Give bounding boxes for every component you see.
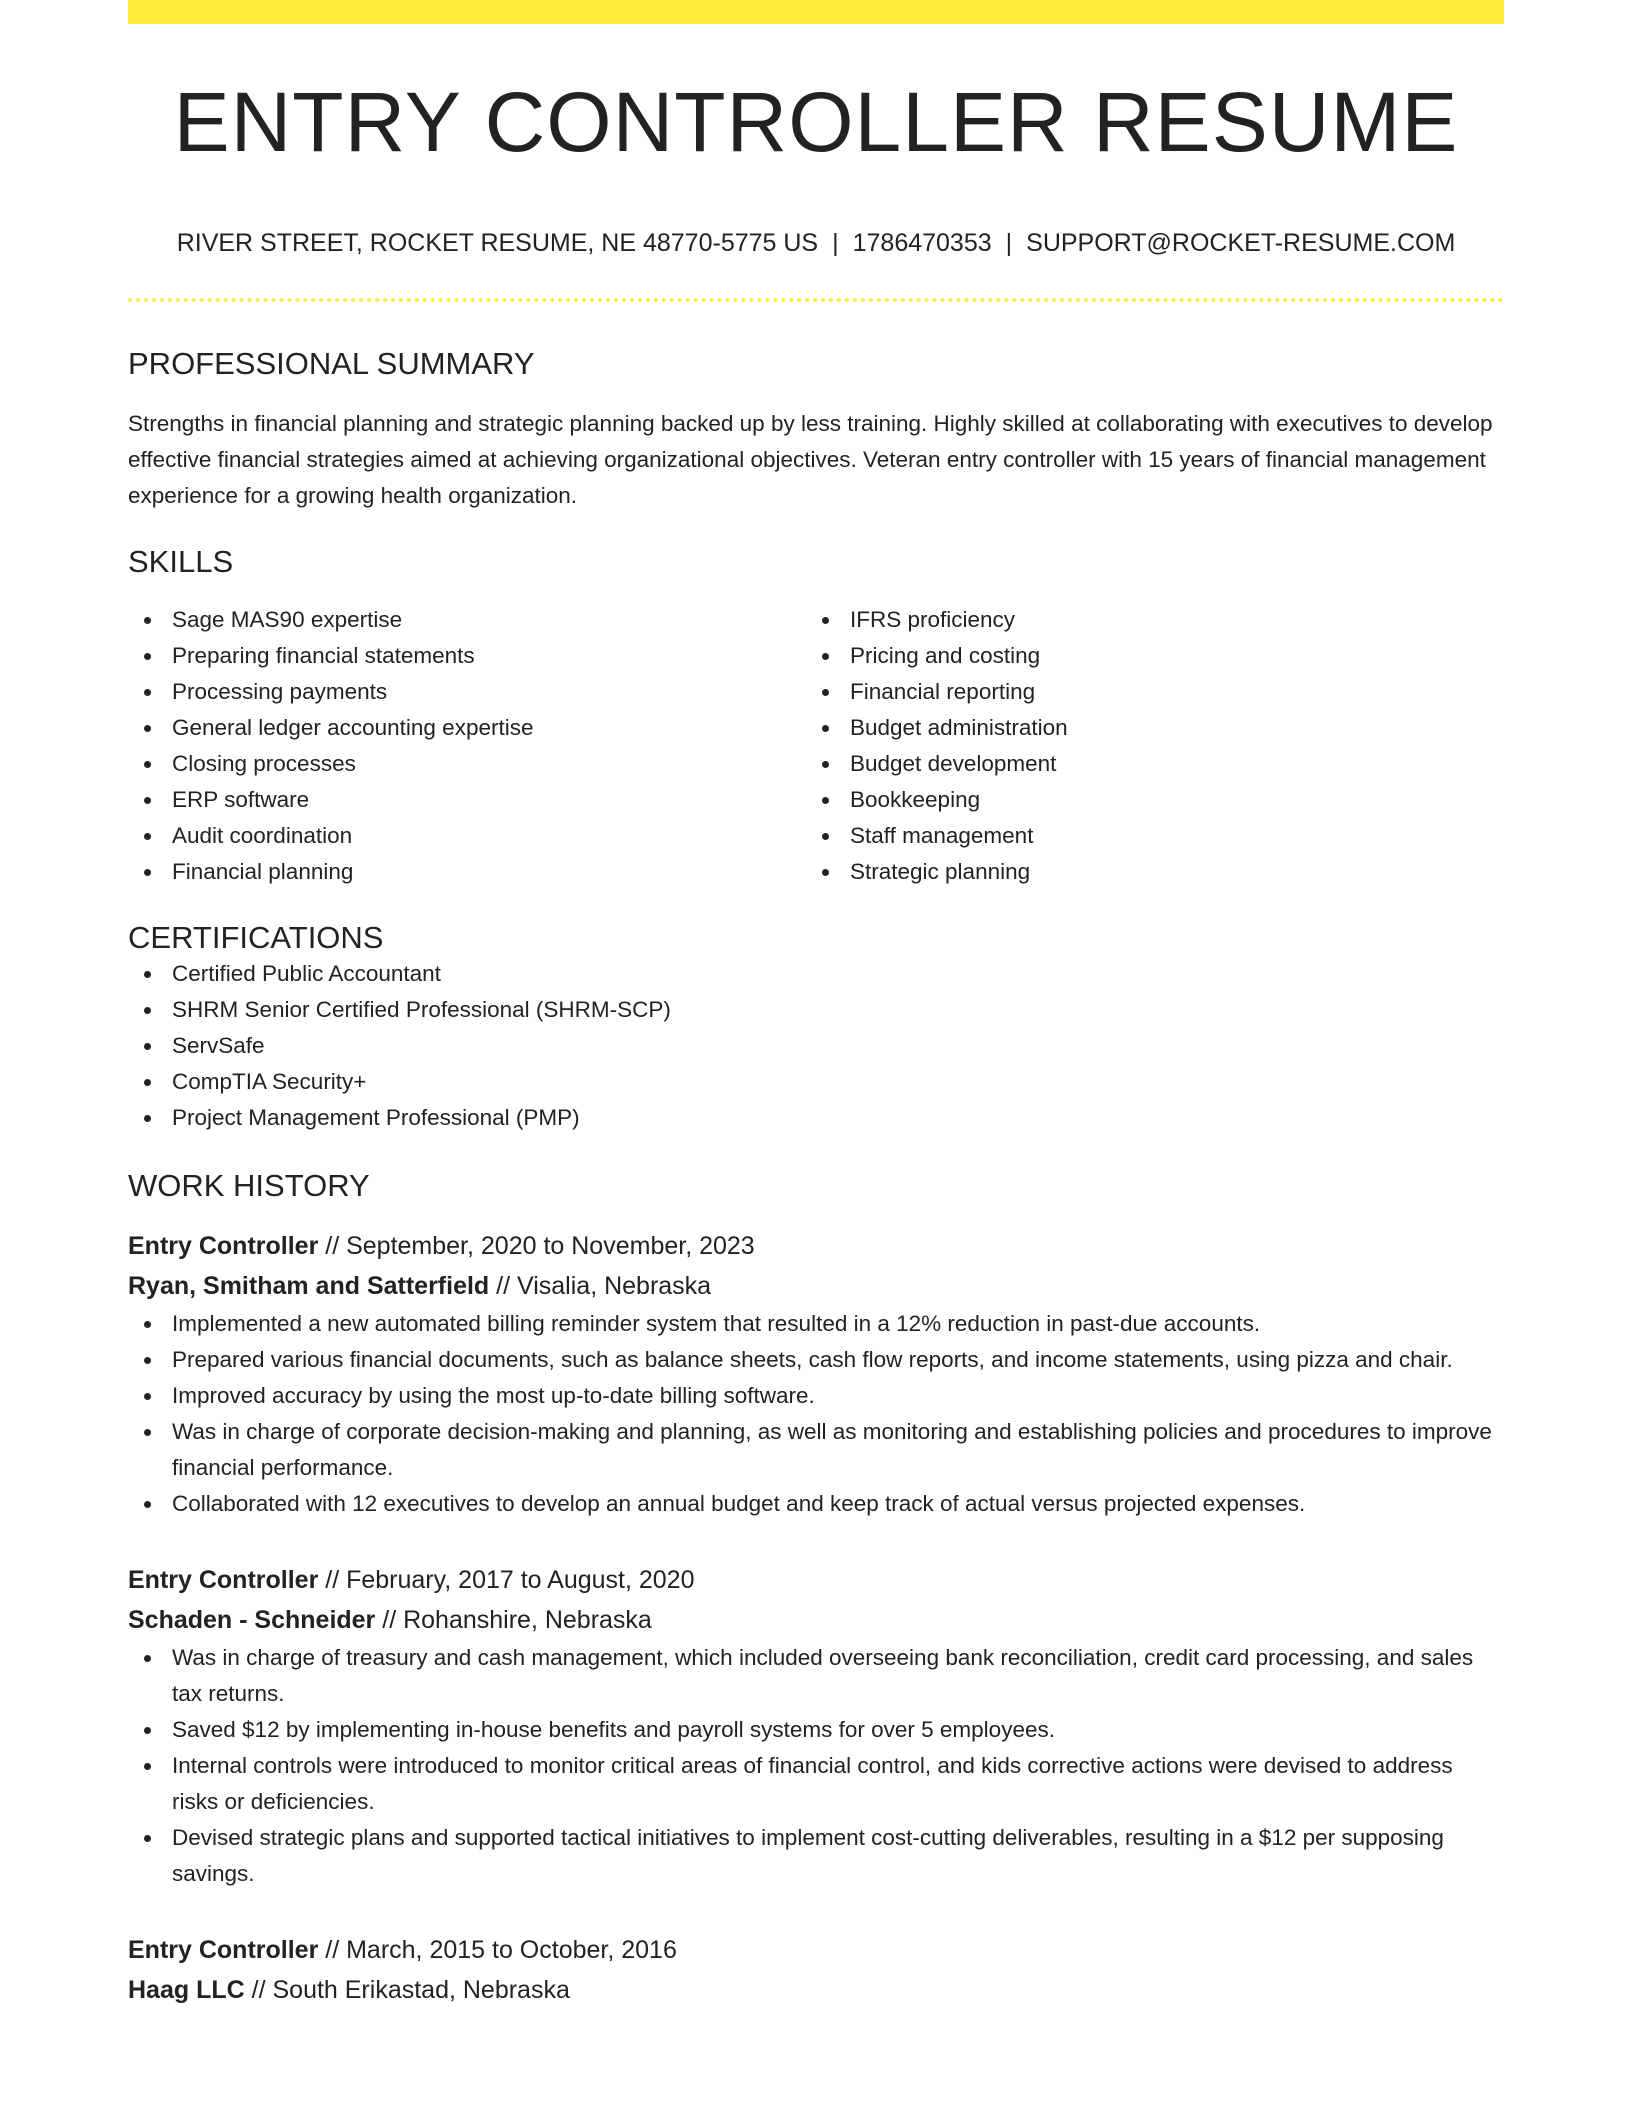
field-delimiter: // [318, 1566, 347, 1594]
contact-separator: | [832, 229, 839, 257]
job-title: Entry Controller [128, 1936, 319, 1964]
job-company-line [128, 1600, 1504, 1640]
certifications-heading: CERTIFICATIONS [128, 920, 384, 955]
skill-item: Financial reporting [806, 674, 1484, 710]
job-bullet: Collaborated with 12 executives to develop an annual budget and keep track of actual versus projected expenses. [128, 1486, 1504, 1522]
skills-column-right [806, 602, 1484, 890]
job-bullet: Devised strategic plans and supported tactical initiatives to implement cost-cutting deliverables, resulting in a $12 per supposing savings. [128, 1820, 1504, 1892]
job-entry [128, 1930, 1504, 2010]
job-bullet: Internal controls were introduced to monitor critical areas of financial control, and kids corrective actions were devised to address risks or deficiencies. [128, 1748, 1504, 1820]
top-accent-bar [128, 0, 1504, 24]
job-bullet-list [128, 1306, 1504, 1522]
job-bullet: Improved accuracy by using the most up-to-date billing software. [128, 1378, 1504, 1414]
certification-item: SHRM Senior Certified Professional (SHRM-SCP) [128, 992, 1504, 1028]
job-bullet: Prepared various financial documents, such as balance sheets, cash flow reports, and income statements, using pizza and chair. [128, 1342, 1504, 1378]
job-location: South Erikastad, Nebraska [272, 1976, 570, 2004]
job-dates: March, 2015 to October, 2016 [346, 1936, 677, 1964]
job-company: Haag LLC [128, 1976, 245, 2004]
job-title-line [128, 1226, 1504, 1266]
job-entry [128, 1226, 1504, 1522]
summary-text: Strengths in financial planning and strategic planning backed up by less training. Highly skilled at collaborating with executives to develop effective financial strategies aimed at achieving organizational objectives. Veteran entry controller with 15 years of financial management experience for a growing health organization. [128, 411, 1493, 508]
summary-heading: PROFESSIONAL SUMMARY [128, 346, 535, 381]
skill-item: General ledger accounting expertise [128, 710, 806, 746]
certification-item: Project Management Professional (PMP) [128, 1100, 1504, 1136]
resume-page [128, 0, 1504, 2010]
field-delimiter: // [318, 1232, 347, 1260]
certifications-list [128, 956, 1504, 1136]
job-bullet: Was in charge of corporate decision-making and planning, as well as monitoring and establishing policies and procedures to improve financial performance. [128, 1414, 1504, 1486]
skill-item: Sage MAS90 expertise [128, 602, 806, 638]
skill-item: Strategic planning [806, 854, 1484, 890]
contact-address: RIVER STREET, ROCKET RESUME, NE 48770-5775 US [176, 229, 819, 257]
job-dates: September, 2020 to November, 2023 [346, 1232, 755, 1260]
certification-item: CompTIA Security+ [128, 1064, 1504, 1100]
job-entry [128, 1560, 1504, 1892]
skills-grid [128, 602, 1504, 890]
job-dates: February, 2017 to August, 2020 [346, 1566, 695, 1594]
job-bullet: Implemented a new automated billing reminder system that resulted in a 12% reduction in past-due accounts. [128, 1306, 1504, 1342]
skills-list-left [128, 602, 806, 890]
job-company-line [128, 1266, 1504, 1306]
skill-item: Budget administration [806, 710, 1484, 746]
field-delimiter: // [489, 1272, 517, 1300]
job-title: Entry Controller [128, 1566, 319, 1594]
job-title-line [128, 1930, 1504, 1970]
job-location: Visalia, Nebraska [517, 1272, 712, 1300]
job-location: Rohanshire, Nebraska [403, 1606, 652, 1634]
job-title-line [128, 1560, 1504, 1600]
contact-phone: 1786470353 [852, 229, 992, 257]
skill-item: Pricing and costing [806, 638, 1484, 674]
certification-item: ServSafe [128, 1028, 1504, 1064]
job-bullet: Was in charge of treasury and cash management, which included overseeing bank reconciliation, credit card processing, and sales tax returns. [128, 1640, 1504, 1712]
skill-item: Processing payments [128, 674, 806, 710]
field-delimiter: // [244, 1976, 273, 2004]
skills-heading: SKILLS [128, 544, 234, 579]
field-delimiter: // [318, 1936, 347, 1964]
skill-item: Bookkeeping [806, 782, 1484, 818]
skill-item: Audit coordination [128, 818, 806, 854]
job-title: Entry Controller [128, 1232, 319, 1260]
field-delimiter: // [375, 1606, 404, 1634]
job-company: Ryan, Smitham and Satterfield [128, 1272, 490, 1300]
skill-item: Budget development [806, 746, 1484, 782]
dotted-divider [128, 298, 1504, 302]
skill-item: IFRS proficiency [806, 602, 1484, 638]
job-company: Schaden - Schneider [128, 1606, 376, 1634]
skill-item: Closing processes [128, 746, 806, 782]
skills-list-right [806, 602, 1484, 890]
work-history-heading: WORK HISTORY [128, 1168, 370, 1203]
contact-separator: | [1005, 229, 1013, 257]
contact-email: SUPPORT@ROCKET-RESUME.COM [1026, 229, 1456, 257]
skill-item: Financial planning [128, 854, 806, 890]
job-bullet-list [128, 1640, 1504, 1892]
job-company-line [128, 1970, 1504, 2010]
job-bullet: Saved $12 by implementing in-house benefits and payroll systems for over 5 employees. [128, 1712, 1504, 1748]
contact-line [128, 228, 1504, 258]
resume-title: ENTRY CONTROLLER RESUME [173, 75, 1459, 169]
skills-column-left [128, 602, 806, 890]
certification-item: Certified Public Accountant [128, 956, 1504, 992]
skill-item: Staff management [806, 818, 1484, 854]
skill-item: Preparing financial statements [128, 638, 806, 674]
skill-item: ERP software [128, 782, 806, 818]
